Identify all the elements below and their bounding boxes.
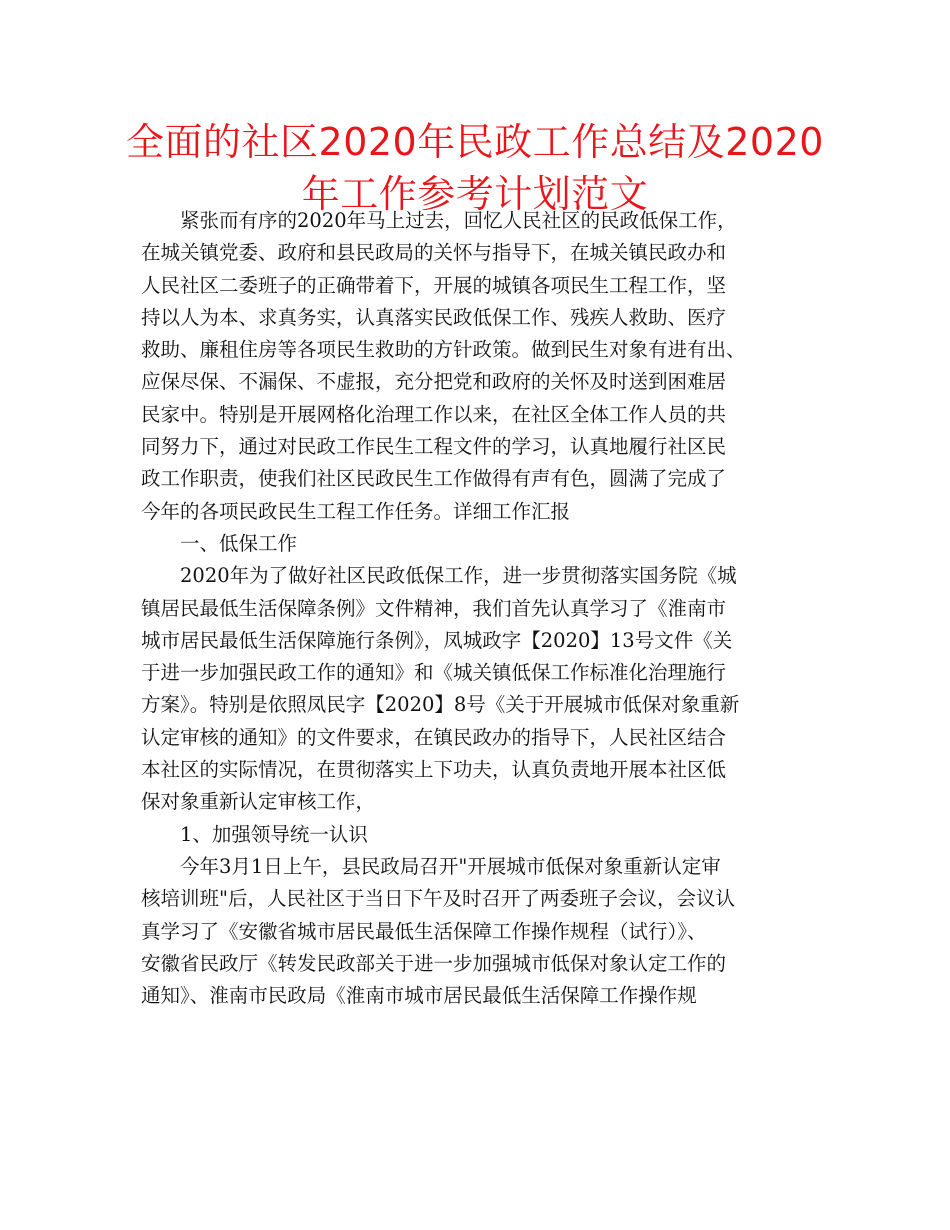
paragraph-line: 同努力下，通过对民政工作民生工程文件的学习，认真地履行社区民 xyxy=(141,435,727,459)
paragraph-line: 在城关镇党委、政府和县民政局的关怀与指导下，在城关镇民政办和 xyxy=(141,241,727,265)
paragraph-2 xyxy=(141,560,821,818)
paragraph-1 xyxy=(141,205,821,528)
paragraph-line: 核培训班"后，人民社区于当日下午及时召开了两委班子会议，会议认 xyxy=(141,887,735,911)
paragraph-line: 本社区的实际情况，在贯彻落实上下功夫，认真负责地开展本社区低 xyxy=(141,758,727,782)
section-heading-low-income: 一、低保工作 xyxy=(180,531,298,555)
paragraph-line: 持以人为本、求真务实，认真落实民政低保工作、残疾人救助、医疗 xyxy=(141,305,727,329)
paragraph-line: 保对象重新认定审核工作， xyxy=(141,790,376,814)
paragraph-line: 通知》、淮南市民政局《淮南市城市居民最低生活保障工作操作规 xyxy=(141,984,697,1008)
paragraph-line: 紧张而有序的2020年马上过去，回忆人民社区的民政低保工作， xyxy=(180,209,737,232)
paragraph-line: 认定审核的通知》的文件要求，在镇民政办的指导下，人民社区结合 xyxy=(141,725,727,749)
paragraph-line: 人民社区二委班子的正确带着下，开展的城镇各项民生工程工作，坚 xyxy=(141,273,727,297)
paragraph-line: 2020年为了做好社区民政低保工作，进一步贯彻落实国务院《城 xyxy=(180,564,737,588)
section-heading-leadership: 1、加强领导统一认识 xyxy=(180,822,368,846)
document-title: 全面的社区2020年民政工作总结及2020年工作参考计划范文 xyxy=(126,120,824,216)
paragraph-line: 真学习了《安徽省城市居民最低生活保障工作操作规程（试行）》、 xyxy=(141,919,707,943)
paragraph-line: 方案》。特别是依照凤民字【2020】8号《关于开展城市低保对象重新 xyxy=(141,693,740,717)
paragraph-line: 政工作职责，使我们社区民政民生工作做得有声有色，圆满了完成了 xyxy=(141,467,727,491)
document-body xyxy=(141,205,821,1012)
paragraph-line: 民家中。特别是开展网格化治理工作以来，在社区全体工作人员的共 xyxy=(141,402,727,426)
paragraph-line: 今年的各项民政民生工程工作任务。详细工作汇报 xyxy=(141,499,571,523)
paragraph-line: 安徽省民政厅《转发民政部关于进一步加强城市低保对象认定工作的 xyxy=(141,951,727,975)
paragraph-line: 镇居民最低生活保障条例》文件精神，我们首先认真学习了《淮南市 xyxy=(141,596,727,620)
paragraph-3 xyxy=(141,851,821,1012)
paragraph-line: 今年3月1日上午，县民政局召开"开展城市低保对象重新认定审 xyxy=(180,854,721,878)
paragraph-line: 应保尽保、不漏保、不虚报，充分把党和政府的关怀及时送到困难居 xyxy=(141,370,727,394)
paragraph-line: 于进一步加强民政工作的通知》和《城关镇低保工作标准化治理施行 xyxy=(141,661,727,685)
paragraph-line: 城市居民最低生活保障施行条例》，凤城政字【2020】13号文件《关 xyxy=(141,628,733,652)
paragraph-line: 救助、廉租住房等各项民生救助的方针政策。做到民生对象有进有出、 xyxy=(141,338,746,362)
